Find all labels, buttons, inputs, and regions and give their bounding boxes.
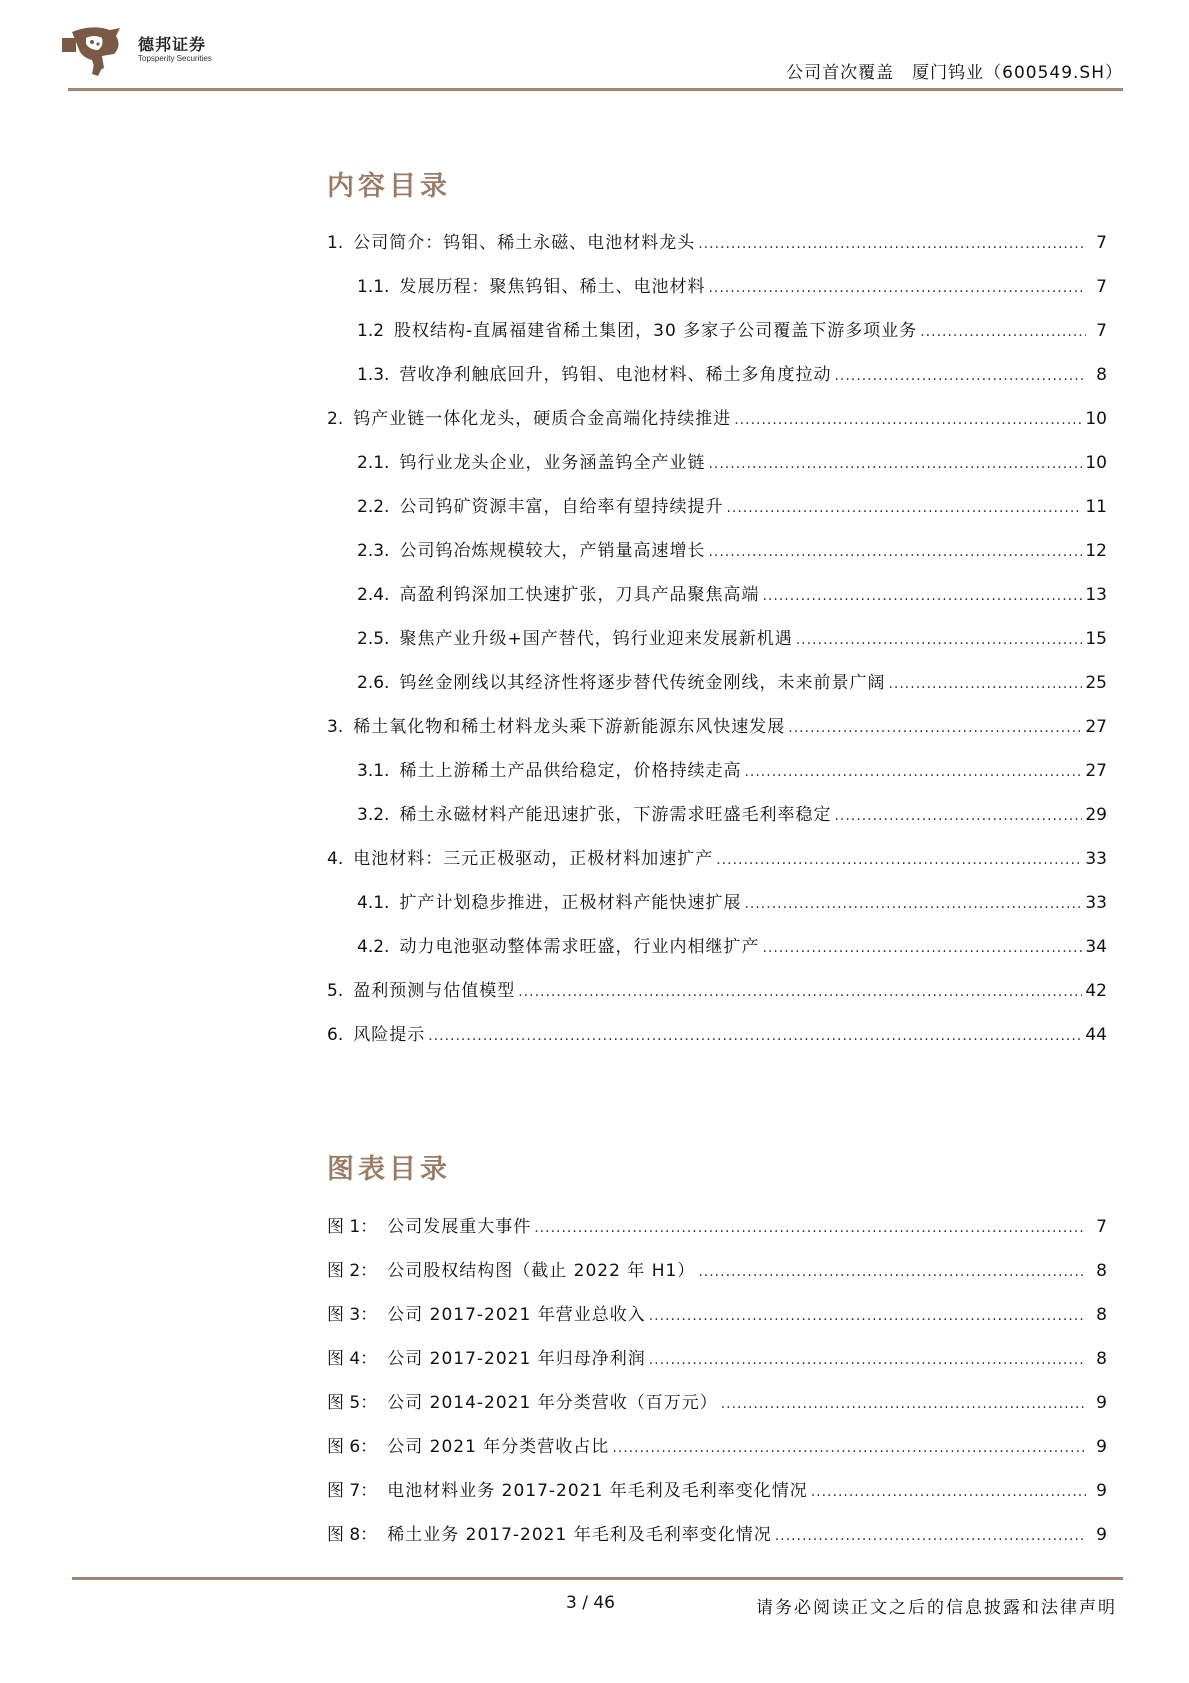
toc-entry-page: 11 — [1085, 497, 1107, 517]
toc-entry[interactable] — [327, 888, 1107, 932]
toc-entry-page: 42 — [1085, 981, 1107, 1001]
figure-entry-label: 图 5： — [327, 1393, 378, 1413]
toc-entry-title: 发展历程：聚焦钨钼、稀土、电池材料 — [399, 277, 706, 297]
toc-entry-title: 扩产计划稳步推进，正极材料产能快速扩展 — [399, 893, 742, 913]
toc-entry[interactable] — [327, 360, 1107, 404]
toc-entry[interactable] — [327, 580, 1107, 624]
toc-entry-number: 2.5. — [357, 629, 390, 649]
toc-entry-title: 公司简介：钨钼、稀土永磁、电池材料龙头 — [353, 233, 696, 253]
figure-entry[interactable] — [327, 1476, 1107, 1520]
figure-entry-title: 公司 2021 年分类营收占比 — [387, 1437, 610, 1457]
toc-entry-number: 2.4. — [357, 585, 390, 605]
figure-entry-page: 9 — [1096, 1525, 1107, 1545]
figure-entry[interactable] — [327, 1344, 1107, 1388]
dot-leader — [734, 412, 1082, 428]
toc-entry-page: 8 — [1096, 365, 1107, 385]
toc-entry-page: 33 — [1085, 893, 1107, 913]
dot-leader — [762, 588, 1082, 604]
dot-leader — [649, 1352, 1086, 1368]
toc-entry-title: 股权结构-直属福建省稀土集团，30 多家子公司覆盖下游多项业务 — [394, 321, 918, 341]
toc-entry[interactable] — [327, 668, 1107, 712]
figure-entry-page: 7 — [1096, 1217, 1107, 1237]
toc-entry-page: 10 — [1085, 453, 1107, 473]
toc-entry-page: 12 — [1085, 541, 1107, 561]
toc-entry-title: 风险提示 — [353, 1025, 426, 1045]
report-label: 公司首次覆盖 厦门钨业（600549.SH） — [786, 63, 1123, 83]
toc-entry[interactable] — [327, 756, 1107, 800]
toc-entry-title: 钨产业链一体化龙头，硬质合金高端化持续推进 — [353, 409, 732, 429]
figure-entry[interactable] — [327, 1432, 1107, 1476]
toc-entry-page: 33 — [1085, 849, 1107, 869]
figure-entry-title: 公司 2017-2021 年营业总收入 — [387, 1305, 646, 1325]
toc-entry-number: 3.2. — [357, 805, 390, 825]
dot-leader — [920, 324, 1086, 340]
toc-entry-page: 15 — [1085, 629, 1107, 649]
toc-entry-page: 7 — [1096, 277, 1107, 297]
toc-entry-number: 4.1. — [357, 893, 390, 913]
figure-entry-title: 稀土业务 2017-2021 年毛利及毛利率变化情况 — [387, 1525, 772, 1545]
toc-entry-title: 公司钨矿资源丰富，自给率有望持续提升 — [399, 497, 724, 517]
figure-entry[interactable] — [327, 1300, 1107, 1344]
header-divider — [68, 88, 1123, 91]
toc-entry-page: 34 — [1085, 937, 1107, 957]
toc-entry-number: 2.3. — [357, 541, 390, 561]
figure-entry-page: 9 — [1096, 1393, 1107, 1413]
dot-leader — [762, 940, 1082, 956]
toc-entry-number: 4.2. — [357, 937, 390, 957]
figure-entry-label: 图 6： — [327, 1437, 378, 1457]
figure-entry-label: 图 8： — [327, 1525, 378, 1545]
toc-entry-title: 营收净利触底回升，钨钼、电池材料、稀土多角度拉动 — [399, 365, 832, 385]
toc-entry[interactable] — [327, 228, 1107, 272]
dot-leader — [649, 1308, 1086, 1324]
dot-leader — [698, 236, 1086, 252]
toc-entry-page: 27 — [1085, 761, 1107, 781]
figure-entry-label: 图 4： — [327, 1349, 378, 1369]
figure-entry-title: 公司发展重大事件 — [387, 1217, 532, 1237]
toc-entry-page: 27 — [1085, 717, 1107, 737]
toc-entry-title: 稀土永磁材料产能迅速扩张，下游需求旺盛毛利率稳定 — [399, 805, 832, 825]
toc-entry-page: 7 — [1096, 321, 1107, 341]
figure-entry-title: 公司股权结构图（截止 2022 年 H1） — [387, 1261, 696, 1281]
toc-entry-number: 1.2 — [357, 321, 385, 341]
dot-leader — [612, 1440, 1086, 1456]
figure-list-title: 图表目录 — [327, 1154, 451, 1185]
dot-leader — [708, 456, 1082, 472]
dot-leader — [744, 896, 1082, 912]
toc-entry-title: 盈利预测与估值模型 — [353, 981, 516, 1001]
toc-entry-number: 2.1. — [357, 453, 390, 473]
toc-entry[interactable] — [327, 624, 1107, 668]
figure-list — [327, 1212, 1107, 1564]
figure-entry-page: 8 — [1096, 1305, 1107, 1325]
figure-entry-label: 图 3： — [327, 1305, 378, 1325]
toc-entry[interactable] — [327, 536, 1107, 580]
toc-entry[interactable] — [327, 316, 1107, 360]
toc-entry-title: 电池材料：三元正极驱动，正极材料加速扩产 — [353, 849, 714, 869]
toc-entry-number: 5. — [327, 981, 344, 1001]
toc-list — [327, 228, 1107, 1064]
toc-entry-title: 聚焦产业升级+国产替代，钨行业迎来发展新机遇 — [399, 629, 793, 649]
toc-entry-number: 1.3. — [357, 365, 390, 385]
figure-entry-label: 图 2： — [327, 1261, 378, 1281]
toc-entry-number: 3.1. — [357, 761, 390, 781]
page-number: 3 / 46 — [566, 1593, 615, 1613]
figure-entry[interactable] — [327, 1256, 1107, 1300]
toc-entry-title: 公司钨冶炼规模较大，产销量高速增长 — [399, 541, 706, 561]
toc-entry-page: 29 — [1085, 805, 1107, 825]
figure-entry[interactable] — [327, 1388, 1107, 1432]
dot-leader — [726, 500, 1082, 516]
dot-leader — [534, 1220, 1086, 1236]
toc-entry-number: 2.6. — [357, 673, 390, 693]
toc-entry-number: 6. — [327, 1025, 344, 1045]
toc-entry-title: 高盈利钨深加工快速扩张，刀具产品聚焦高端 — [399, 585, 760, 605]
toc-entry[interactable] — [327, 272, 1107, 316]
toc-entry[interactable] — [327, 1020, 1107, 1064]
figure-entry-label: 图 7： — [327, 1481, 378, 1501]
dot-leader — [698, 1264, 1086, 1280]
toc-entry-page: 25 — [1085, 673, 1107, 693]
dot-leader — [708, 280, 1086, 296]
toc-entry-number: 3. — [327, 717, 344, 737]
dot-leader — [888, 676, 1082, 692]
dot-leader — [834, 368, 1086, 384]
toc-entry-number: 2.2. — [357, 497, 390, 517]
dot-leader — [811, 1484, 1086, 1500]
dot-leader — [834, 808, 1082, 824]
dot-leader — [518, 984, 1082, 1000]
logo-text-cn: 德邦证券 — [138, 35, 207, 54]
figure-entry-page: 8 — [1096, 1349, 1107, 1369]
figure-entry-label: 图 1： — [327, 1217, 378, 1237]
toc-entry-title: 钨丝金刚线以其经济性将逐步替代传统金刚线，未来前景广阔 — [399, 673, 886, 693]
figure-entry-title: 电池材料业务 2017-2021 年毛利及毛利率变化情况 — [387, 1481, 808, 1501]
toc-entry-title: 动力电池驱动整体需求旺盛，行业内相继扩产 — [399, 937, 760, 957]
toc-entry[interactable] — [327, 976, 1107, 1020]
toc-entry-title: 稀土上游稀土产品供给稳定，价格持续走高 — [399, 761, 742, 781]
logo-text-en: Topsperity Securities — [138, 54, 212, 63]
figure-entry[interactable] — [327, 1520, 1107, 1564]
toc-entry[interactable] — [327, 712, 1107, 756]
company-logo — [62, 24, 222, 78]
toc-entry-page: 10 — [1085, 409, 1107, 429]
toc-entry-page: 7 — [1096, 233, 1107, 253]
toc-entry-page: 44 — [1085, 1025, 1107, 1045]
toc-entry[interactable] — [327, 492, 1107, 536]
toc-title: 内容目录 — [327, 171, 451, 202]
toc-entry-number: 1. — [327, 233, 344, 253]
toc-entry-number: 4. — [327, 849, 344, 869]
figure-entry-title: 公司 2014-2021 年分类营收（百万元） — [387, 1393, 718, 1413]
toc-entry-title: 钨行业龙头企业，业务涵盖钨全产业链 — [399, 453, 706, 473]
figure-entry-page: 9 — [1096, 1481, 1107, 1501]
dot-leader — [428, 1028, 1082, 1044]
toc-entry[interactable] — [327, 800, 1107, 844]
dot-leader — [788, 720, 1082, 736]
toc-entry[interactable] — [327, 404, 1107, 448]
toc-entry-title: 稀土氧化物和稀土材料龙头乘下游新能源东风快速发展 — [353, 717, 786, 737]
toc-entry-page: 13 — [1085, 585, 1107, 605]
dot-leader — [721, 1396, 1086, 1412]
dot-leader — [796, 632, 1083, 648]
dot-leader — [716, 852, 1082, 868]
figure-entry-page: 8 — [1096, 1261, 1107, 1281]
footer-divider — [72, 1577, 1123, 1580]
logo-emblem-icon — [62, 24, 128, 78]
figure-entry[interactable] — [327, 1212, 1107, 1256]
footer-disclaimer: 请务必阅读正文之后的信息披露和法律声明 — [756, 1598, 1117, 1618]
toc-entry[interactable] — [327, 844, 1107, 888]
toc-entry[interactable] — [327, 448, 1107, 492]
dot-leader — [708, 544, 1082, 560]
toc-entry[interactable] — [327, 932, 1107, 976]
toc-entry-number: 1.1. — [357, 277, 390, 297]
toc-entry-number: 2. — [327, 409, 344, 429]
figure-entry-page: 9 — [1096, 1437, 1107, 1457]
dot-leader — [744, 764, 1082, 780]
dot-leader — [775, 1528, 1086, 1544]
figure-entry-title: 公司 2017-2021 年归母净利润 — [387, 1349, 646, 1369]
